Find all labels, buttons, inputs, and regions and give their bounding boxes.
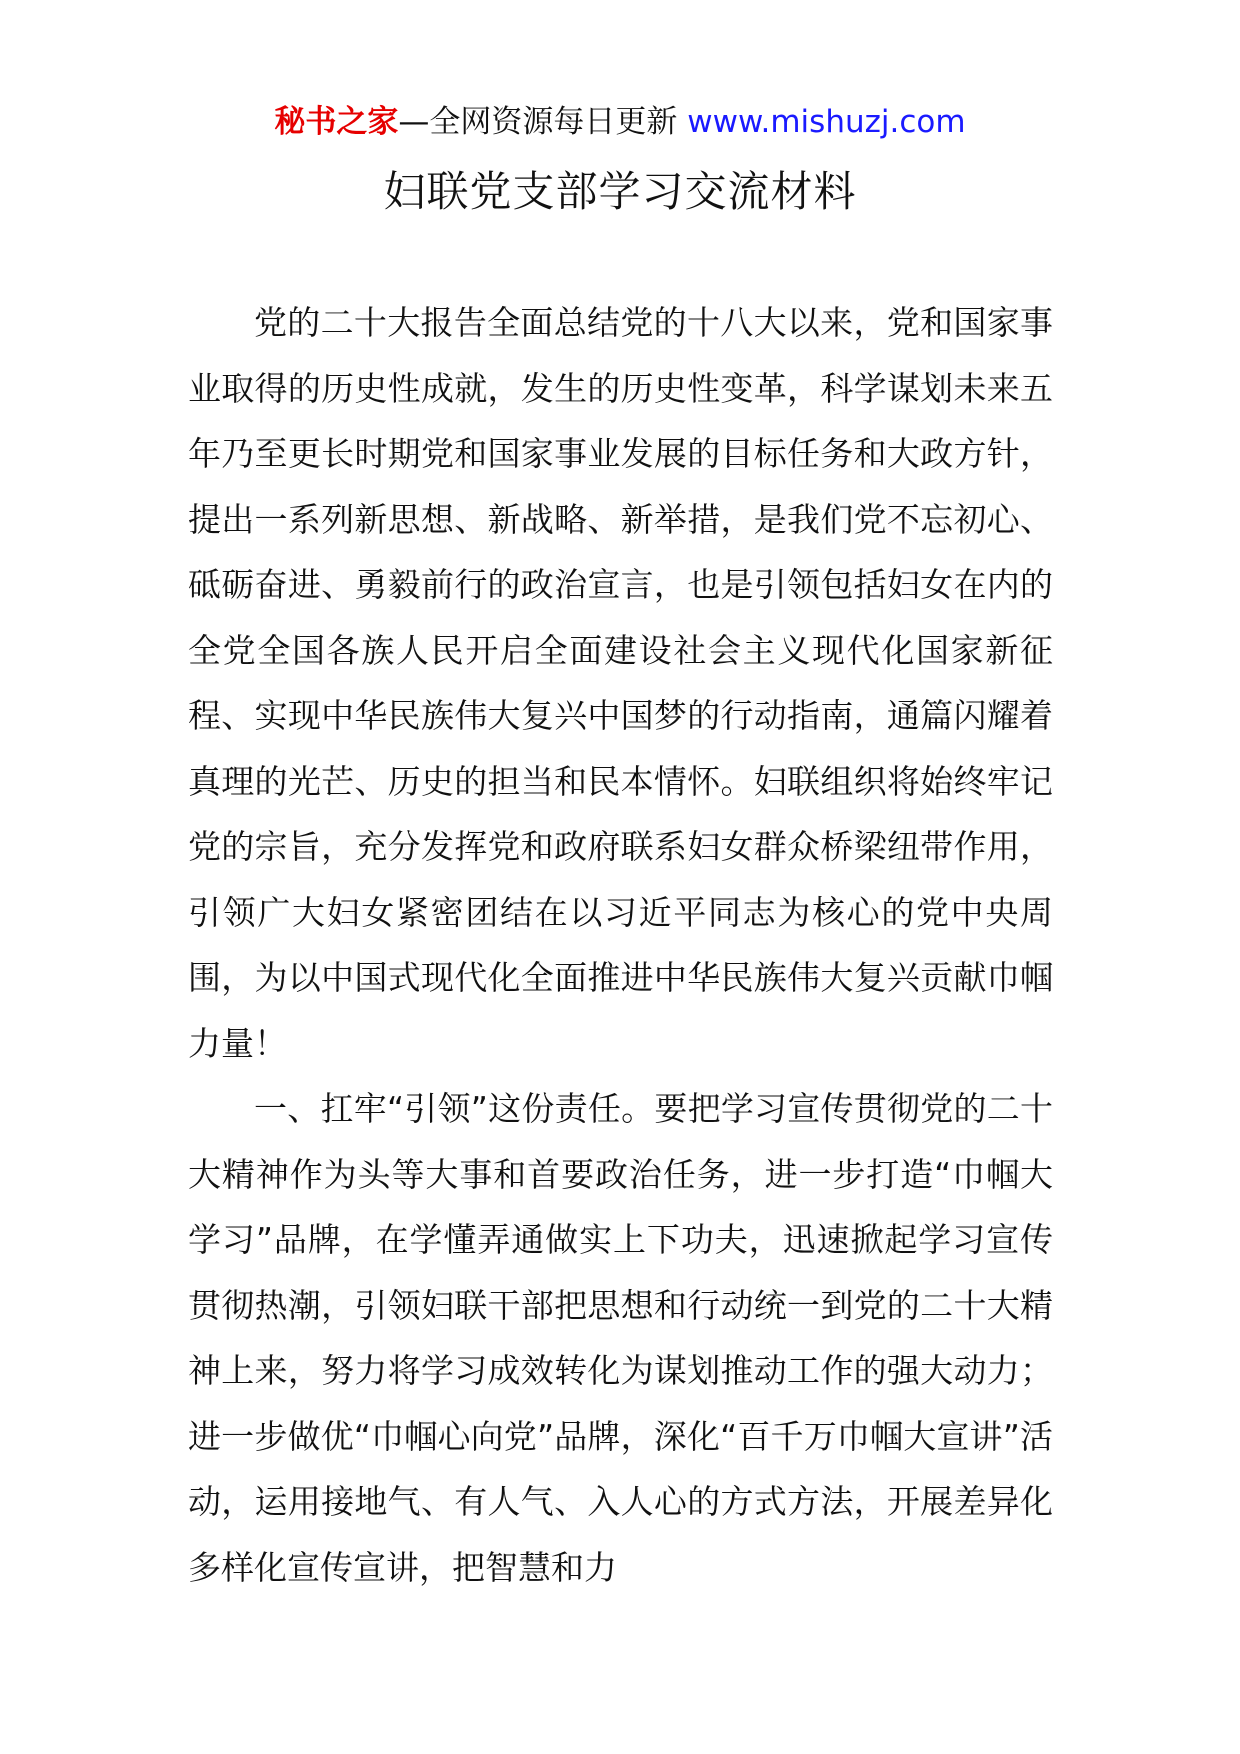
site-tagline: —全网资源每日更新 [398, 104, 688, 140]
site-brand: 秘书之家 [274, 104, 399, 140]
paragraph-section-one: 一、扛牢“引领”这份责任。要把学习宣传贯彻党的二十大精神作为头等大事和首要政治任务，进一步打造“巾帼大学习”品牌，在学懂弄通做实上下功夫，迅速掀起学习宣传贯彻热潮，引领妇联干部把思想和行动统一到党的二十大精神上来，努力将学习成效转化为谋划推动工作的强大动力；进一步做优“巾帼心向党”品牌，深化“百千万巾帼大宣讲”活动，运用接地气、有人气、入人心的方式方法，开展差异化多样化宣传宣讲，把智慧和力 [188, 1089, 1053, 1587]
paragraph-intro: 党的二十大报告全面总结党的十八大以来，党和国家事业取得的历史性成就，发生的历史性变革，科学谋划未来五年乃至更长时期党和国家事业发展的目标任务和大政方针，提出一系列新思想、新战略、新举措，是我们党不忘初心、砥砺奋进、勇毅前行的政治宣言，也是引领包括妇女在内的全党全国各族人民开启全面建设社会主义现代化国家新征程、实现中华民族伟大复兴中国梦的行动指南，通篇闪耀着真理的光芒、历史的担当和民本情怀。妇联组织将始终牢记党的宗旨，充分发挥党和政府联系妇女群众桥梁纽带作用，引领广大妇女紧密团结在以习近平同志为核心的党中央周围，为以中国式现代化全面推进中华民族伟大复兴贡献巾帼力量！ [188, 303, 1053, 1063]
site-url-link[interactable]: www.mishuzj.com [687, 104, 966, 140]
document-body [188, 290, 1053, 1600]
document-title: 妇联党支部学习交流材料 [383, 167, 857, 216]
site-header [0, 100, 1240, 144]
